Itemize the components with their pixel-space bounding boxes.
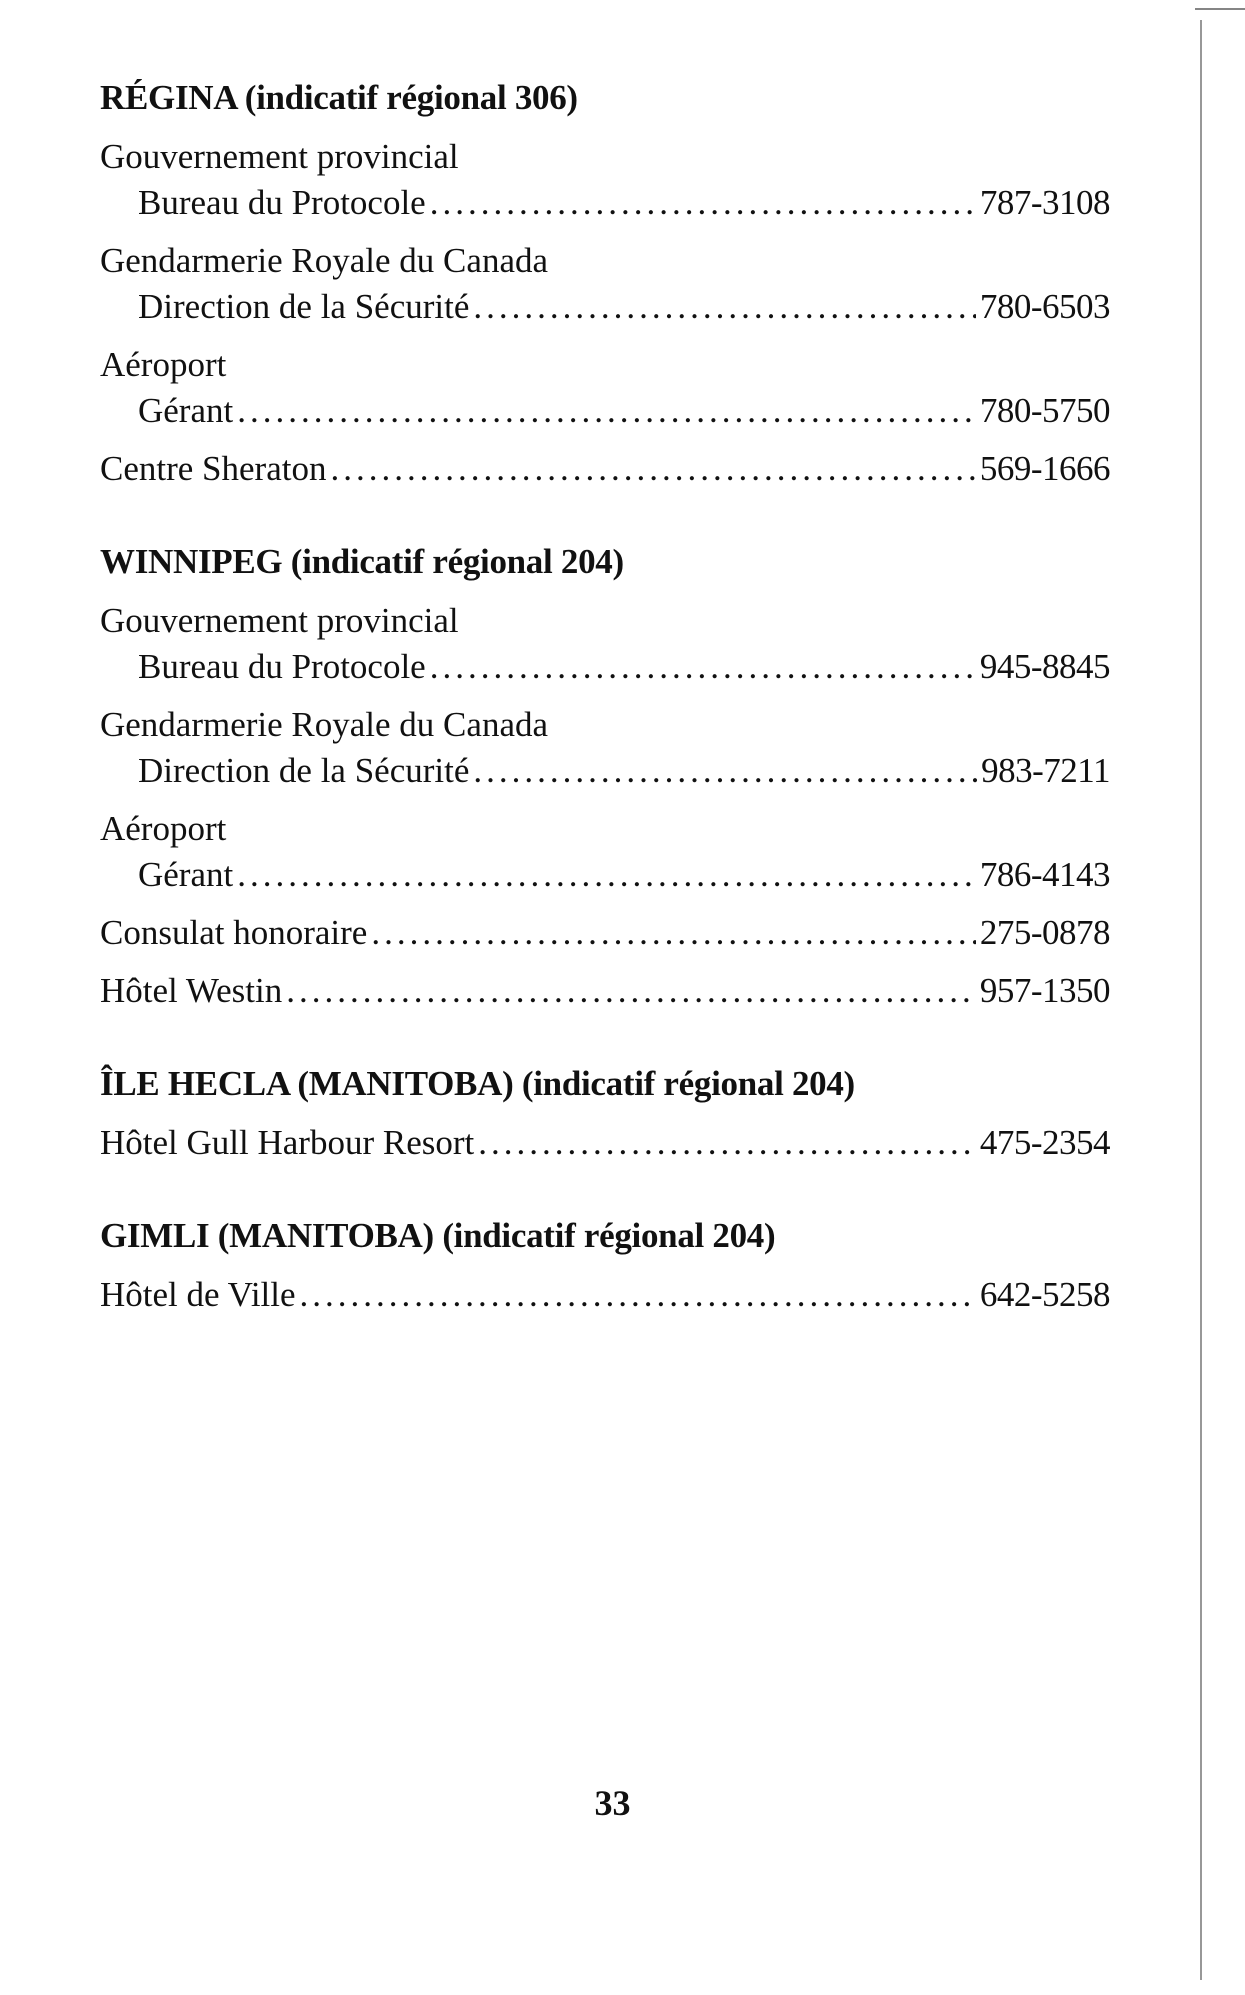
section-title: GIMLI (MANITOBA) (indicatif régional 204) [100,1216,776,1255]
page-corner-mark [1195,0,1245,10]
section-gimli [100,1216,1110,1318]
phone-number: 780-6503 [979,287,1110,326]
dot-leader [371,910,976,956]
dot-leader [300,1272,976,1318]
entry-heading: Gendarmerie Royale du Canada [100,705,549,744]
entry-line [100,968,1110,1014]
entry [100,1272,1110,1318]
entry-name: Consulat honoraire [100,913,368,952]
section-regina [100,78,1110,492]
page-edge-line [1200,20,1202,1980]
entry-name: Gérant [138,391,234,430]
entry-heading: Aéroport [100,809,227,848]
entry-line [100,388,1110,434]
dot-leader [237,852,976,898]
entry-name: Hôtel de Ville [100,1275,296,1314]
section-ile-hecla [100,1064,1110,1166]
entry-heading: Gouvernement provincial [100,137,459,176]
entry-line [100,284,1110,330]
entry-line [100,748,1110,794]
entry-name: Centre Sheraton [100,449,327,488]
entry-heading: Gouvernement provincial [100,601,459,640]
entry-name: Direction de la Sécurité [138,287,470,326]
entry [100,910,1110,956]
phone-number: 786-4143 [979,855,1110,894]
entry-name: Bureau du Protocole [138,647,426,686]
phone-number: 569-1666 [979,449,1110,488]
dot-leader [286,968,976,1014]
entry-name: Hôtel Westin [100,971,283,1010]
phone-number: 475-2354 [979,1123,1110,1162]
entry-line [100,180,1110,226]
phone-number: 945-8845 [979,647,1110,686]
section-winnipeg [100,542,1110,1014]
dot-leader [237,388,976,434]
section-title: WINNIPEG (indicatif régional 204) [100,542,624,581]
dot-leader [330,446,975,492]
dot-leader [473,748,977,794]
page-number: 33 [594,1783,631,1823]
entry-line [100,644,1110,690]
section-title: ÎLE HECLA (MANITOBA) (indicatif régional 204) [100,1064,855,1103]
entry [100,342,1110,434]
entry [100,1120,1110,1166]
entry [100,134,1110,226]
entry-heading: Gendarmerie Royale du Canada [100,241,549,280]
entry-line [100,910,1110,956]
entry-name: Gérant [138,855,234,894]
phone-number: 275-0878 [979,913,1110,952]
entry-name: Hôtel Gull Harbour Resort [100,1123,475,1162]
dot-leader [430,644,976,690]
dot-leader [478,1120,976,1166]
dot-leader [430,180,976,226]
entry [100,702,1110,794]
entry-line [100,1120,1110,1166]
entry-line [100,852,1110,898]
phone-number: 787-3108 [979,183,1110,222]
entry-name: Direction de la Sécurité [138,751,470,790]
directory-content [100,78,1110,1368]
entry [100,446,1110,492]
phone-number: 983-7211 [981,751,1110,790]
entry [100,968,1110,1014]
section-title: RÉGINA (indicatif régional 306) [100,78,578,117]
phone-number: 780-5750 [979,391,1110,430]
entry-line [100,446,1110,492]
phone-number: 642-5258 [979,1275,1110,1314]
entry-line [100,1272,1110,1318]
phone-number: 957-1350 [979,971,1110,1010]
entry-heading: Aéroport [100,345,227,384]
entry [100,238,1110,330]
entry-name: Bureau du Protocole [138,183,426,222]
entry [100,598,1110,690]
entry [100,806,1110,898]
dot-leader [473,284,975,330]
